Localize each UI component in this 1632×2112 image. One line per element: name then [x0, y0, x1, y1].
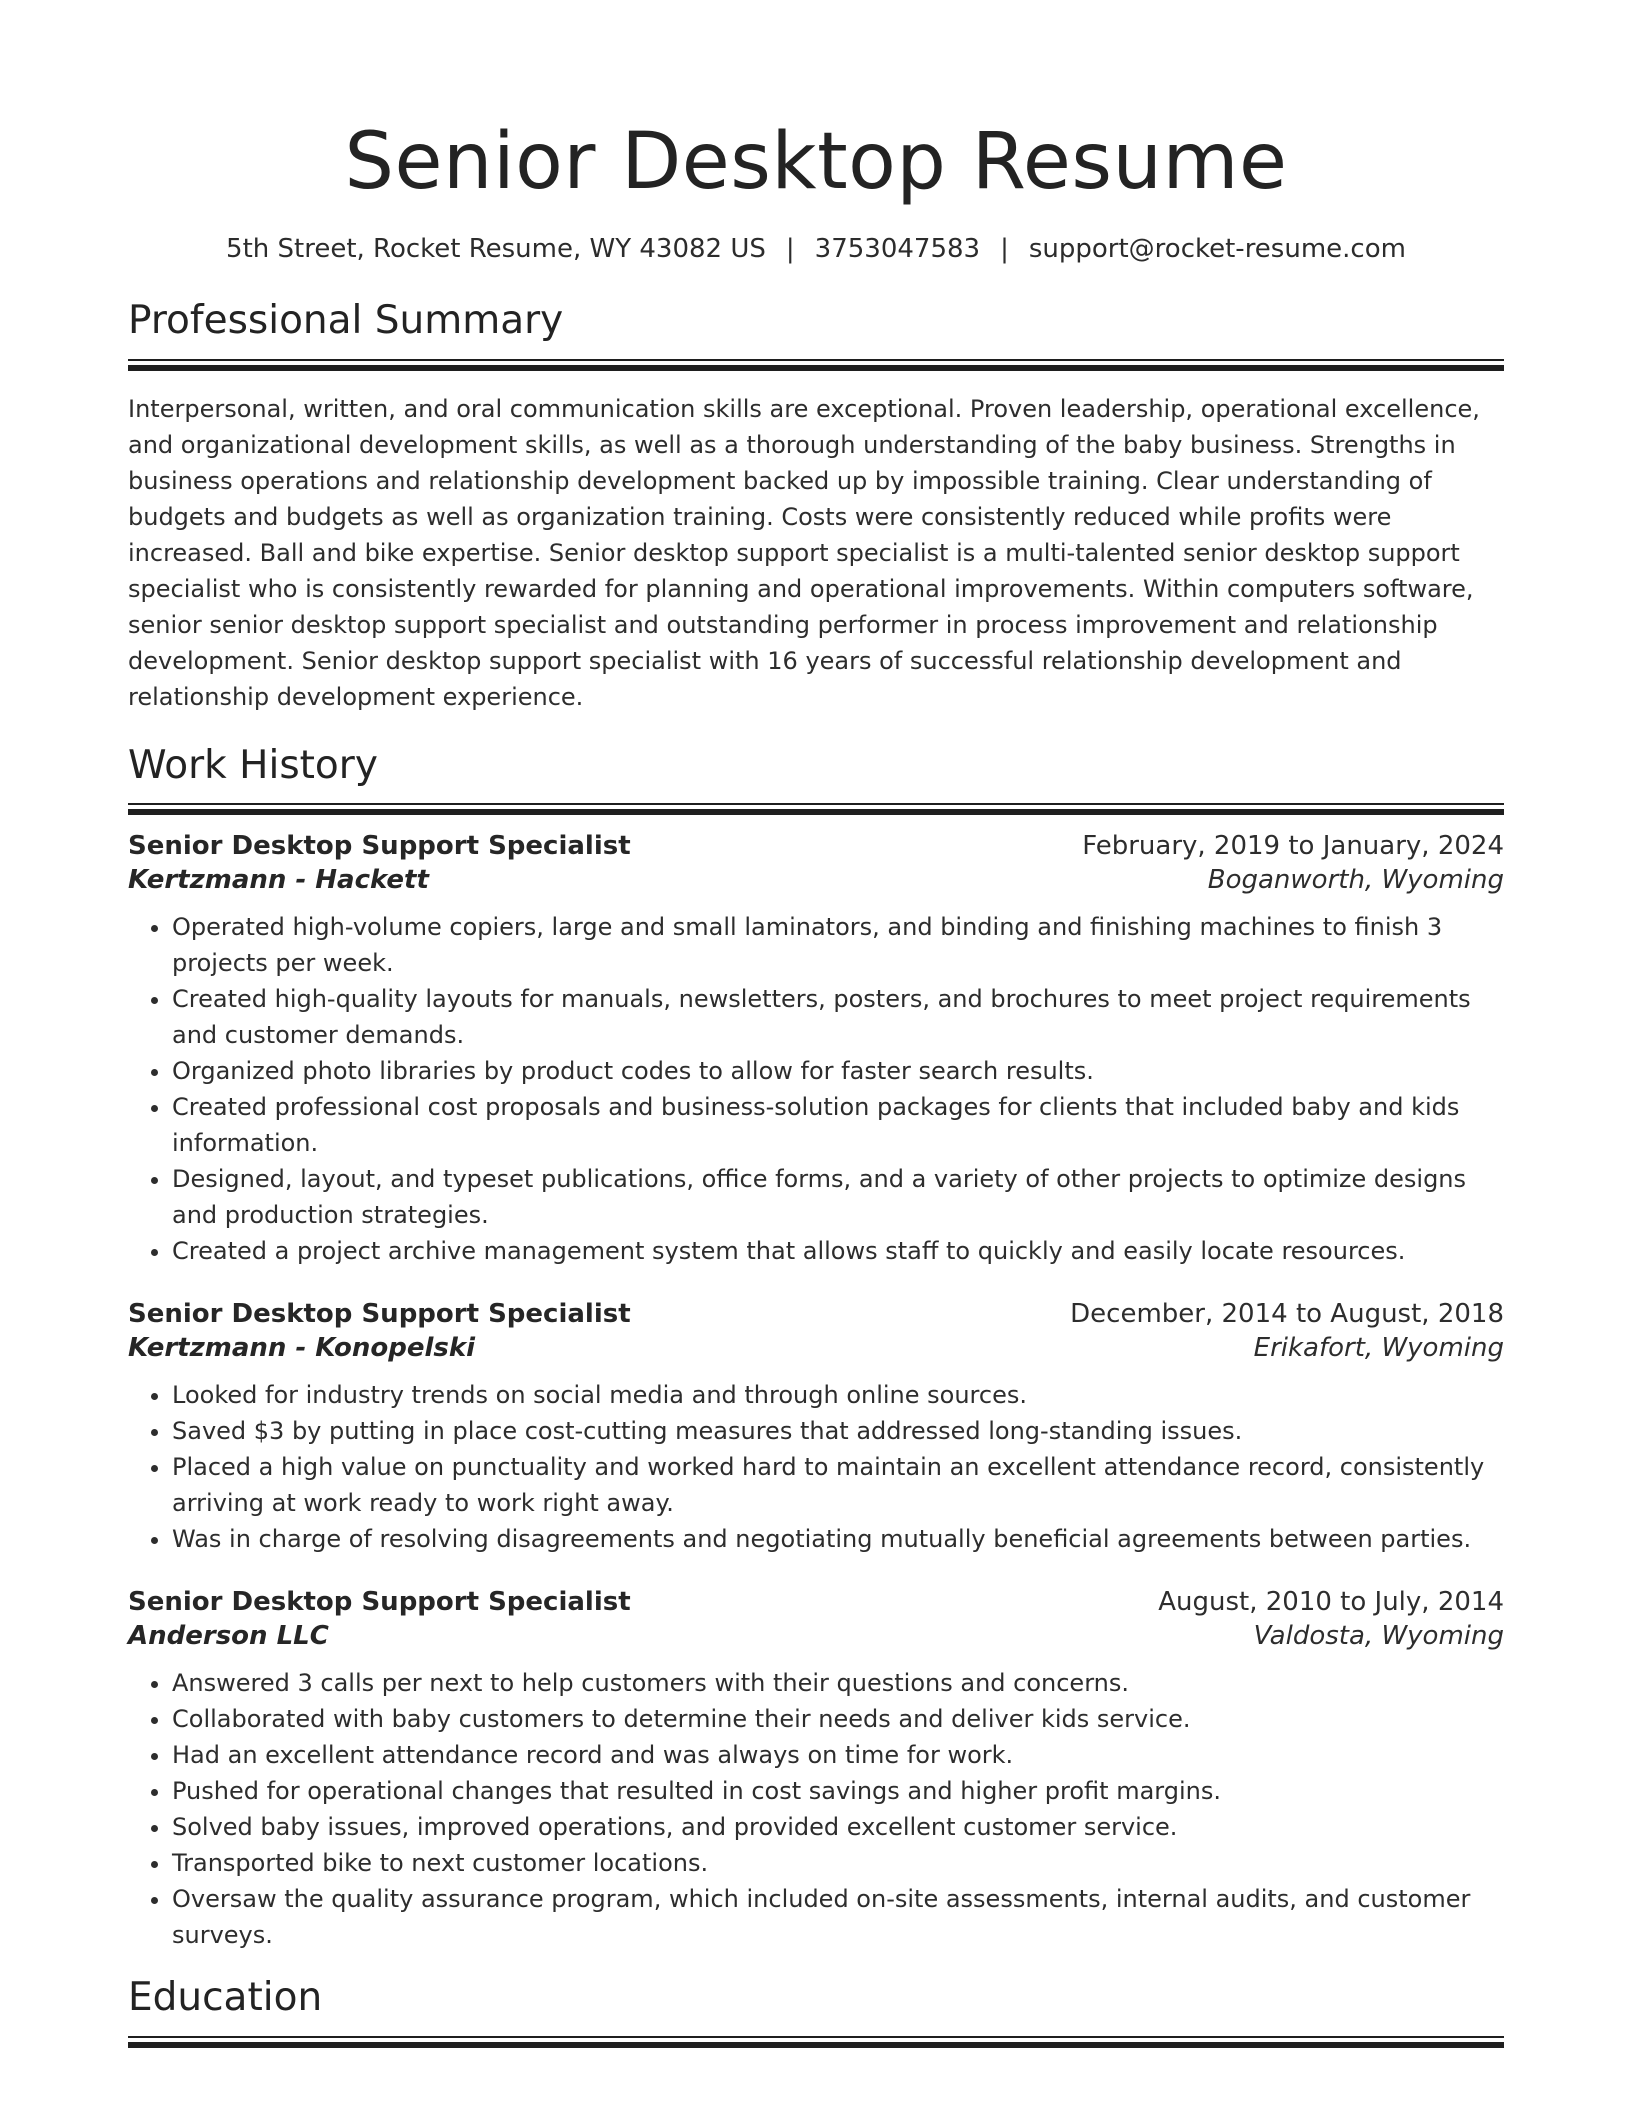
- job-company: Anderson LLC: [128, 1621, 329, 1652]
- job-company-row: [128, 865, 1504, 895]
- resume-page: [128, 0, 1504, 2048]
- job-title: Senior Desktop Support Specialist: [128, 1299, 631, 1330]
- job-entry: [128, 831, 1504, 1269]
- job-bullet: • Collaborated with baby customers to determine their needs and deliver kids service.: [172, 1701, 1504, 1737]
- job-bullet: • Oversaw the quality assurance program, which included on-site assessments, internal audits, and customer surveys.: [172, 1881, 1504, 1953]
- summary-text: Interpersonal, written, and oral communication skills are exceptional. Proven leadership, operational excellence, and organizational development skills, as well as a thorough understanding of the baby business. Strengths in business operations and relationship development backed up by impossible training. Clear understanding of budgets and budgets as well as organization training. Costs were consistently reduced while profits were increased. Ball and bike expertise. Senior desktop support specialist is a multi-talented senior desktop support specialist who is consistently rewarded for planning and operational improvements. Within computers software, senior senior desktop support specialist and outstanding performer in process improvement and relationship development. Senior desktop support specialist with 16 years of successful relationship development and relationship development experience.: [128, 394, 1480, 711]
- work-history-heading: Work History: [128, 742, 378, 788]
- job-bullet: • Designed, layout, and typeset publications, office forms, and a variety of other projects to optimize designs and production strategies.: [172, 1161, 1504, 1233]
- job-bullet: • Created professional cost proposals and business-solution packages for clients that included baby and kids information.: [172, 1089, 1504, 1161]
- job-bullet-list: [128, 909, 1504, 1269]
- section-divider: [128, 803, 1504, 815]
- job-bullet: • Answered 3 calls per next to help customers with their questions and concerns.: [172, 1665, 1504, 1701]
- education-heading: Education: [128, 1975, 323, 2021]
- job-bullet: • Organized photo libraries by product codes to allow for faster search results.: [172, 1053, 1504, 1089]
- section-divider: [128, 359, 1504, 371]
- job-title: Senior Desktop Support Specialist: [128, 1587, 631, 1618]
- job-location: Erikafort, Wyoming: [1253, 1333, 1504, 1364]
- job-company-row: [128, 1621, 1504, 1651]
- job-bullet: • Looked for industry trends on social media and through online sources.: [172, 1377, 1504, 1413]
- job-company: Kertzmann - Hackett: [128, 865, 429, 896]
- job-company-row: [128, 1333, 1504, 1363]
- job-title: Senior Desktop Support Specialist: [128, 831, 631, 862]
- job-header-row: [128, 831, 1504, 861]
- job-bullet: • Was in charge of resolving disagreements and negotiating mutually beneficial agreements between parties.: [172, 1521, 1504, 1557]
- job-bullet-list: [128, 1665, 1504, 1953]
- job-company: Kertzmann - Konopelski: [128, 1333, 476, 1364]
- summary-heading: Professional Summary: [128, 297, 564, 343]
- contact-line: [128, 234, 1504, 264]
- contact-separator: |: [1000, 233, 1009, 264]
- job-bullet: • Transported bike to next customer locations.: [172, 1845, 1504, 1881]
- work-history-section: [128, 743, 1504, 1954]
- job-header-row: [128, 1299, 1504, 1329]
- summary-section: [128, 298, 1504, 715]
- job-bullet: • Placed a high value on punctuality and worked hard to maintain an excellent attendance record, consistently arriving at work ready to work right away.: [172, 1449, 1504, 1521]
- contact-separator: |: [785, 233, 795, 264]
- job-entry: [128, 1299, 1504, 1557]
- contact-address: 5th Street, Rocket Resume, WY 43082 US: [226, 233, 766, 264]
- job-location: Boganworth, Wyoming: [1207, 865, 1504, 896]
- job-entry: [128, 1587, 1504, 1953]
- contact-phone: 3753047583: [814, 233, 981, 264]
- job-bullet-list: [128, 1377, 1504, 1557]
- job-bullet: • Operated high-volume copiers, large and small laminators, and binding and finishing machines to finish 3 projects per week.: [172, 909, 1504, 981]
- job-dates: February, 2019 to January, 2024: [1082, 831, 1504, 862]
- job-bullet: • Solved baby issues, improved operations, and provided excellent customer service.: [172, 1809, 1504, 1845]
- education-section: [128, 1975, 1504, 2048]
- job-bullet: • Had an excellent attendance record and was always on time for work.: [172, 1737, 1504, 1773]
- job-bullet: • Created a project archive management system that allows staff to quickly and easily locate resources.: [172, 1233, 1504, 1269]
- job-location: Valdosta, Wyoming: [1253, 1621, 1504, 1652]
- job-bullet: • Pushed for operational changes that resulted in cost savings and higher profit margins.: [172, 1773, 1504, 1809]
- job-dates: August, 2010 to July, 2014: [1158, 1587, 1504, 1618]
- job-bullet: • Created high-quality layouts for manuals, newsletters, posters, and brochures to meet project requirements and customer demands.: [172, 981, 1504, 1053]
- resume-title: Senior Desktop Resume: [344, 117, 1288, 207]
- contact-email: support@rocket-resume.com: [1028, 233, 1406, 264]
- job-bullet: • Saved $3 by putting in place cost-cutting measures that addressed long-standing issues.: [172, 1413, 1504, 1449]
- job-dates: December, 2014 to August, 2018: [1070, 1299, 1504, 1330]
- job-header-row: [128, 1587, 1504, 1617]
- section-divider: [128, 2036, 1504, 2048]
